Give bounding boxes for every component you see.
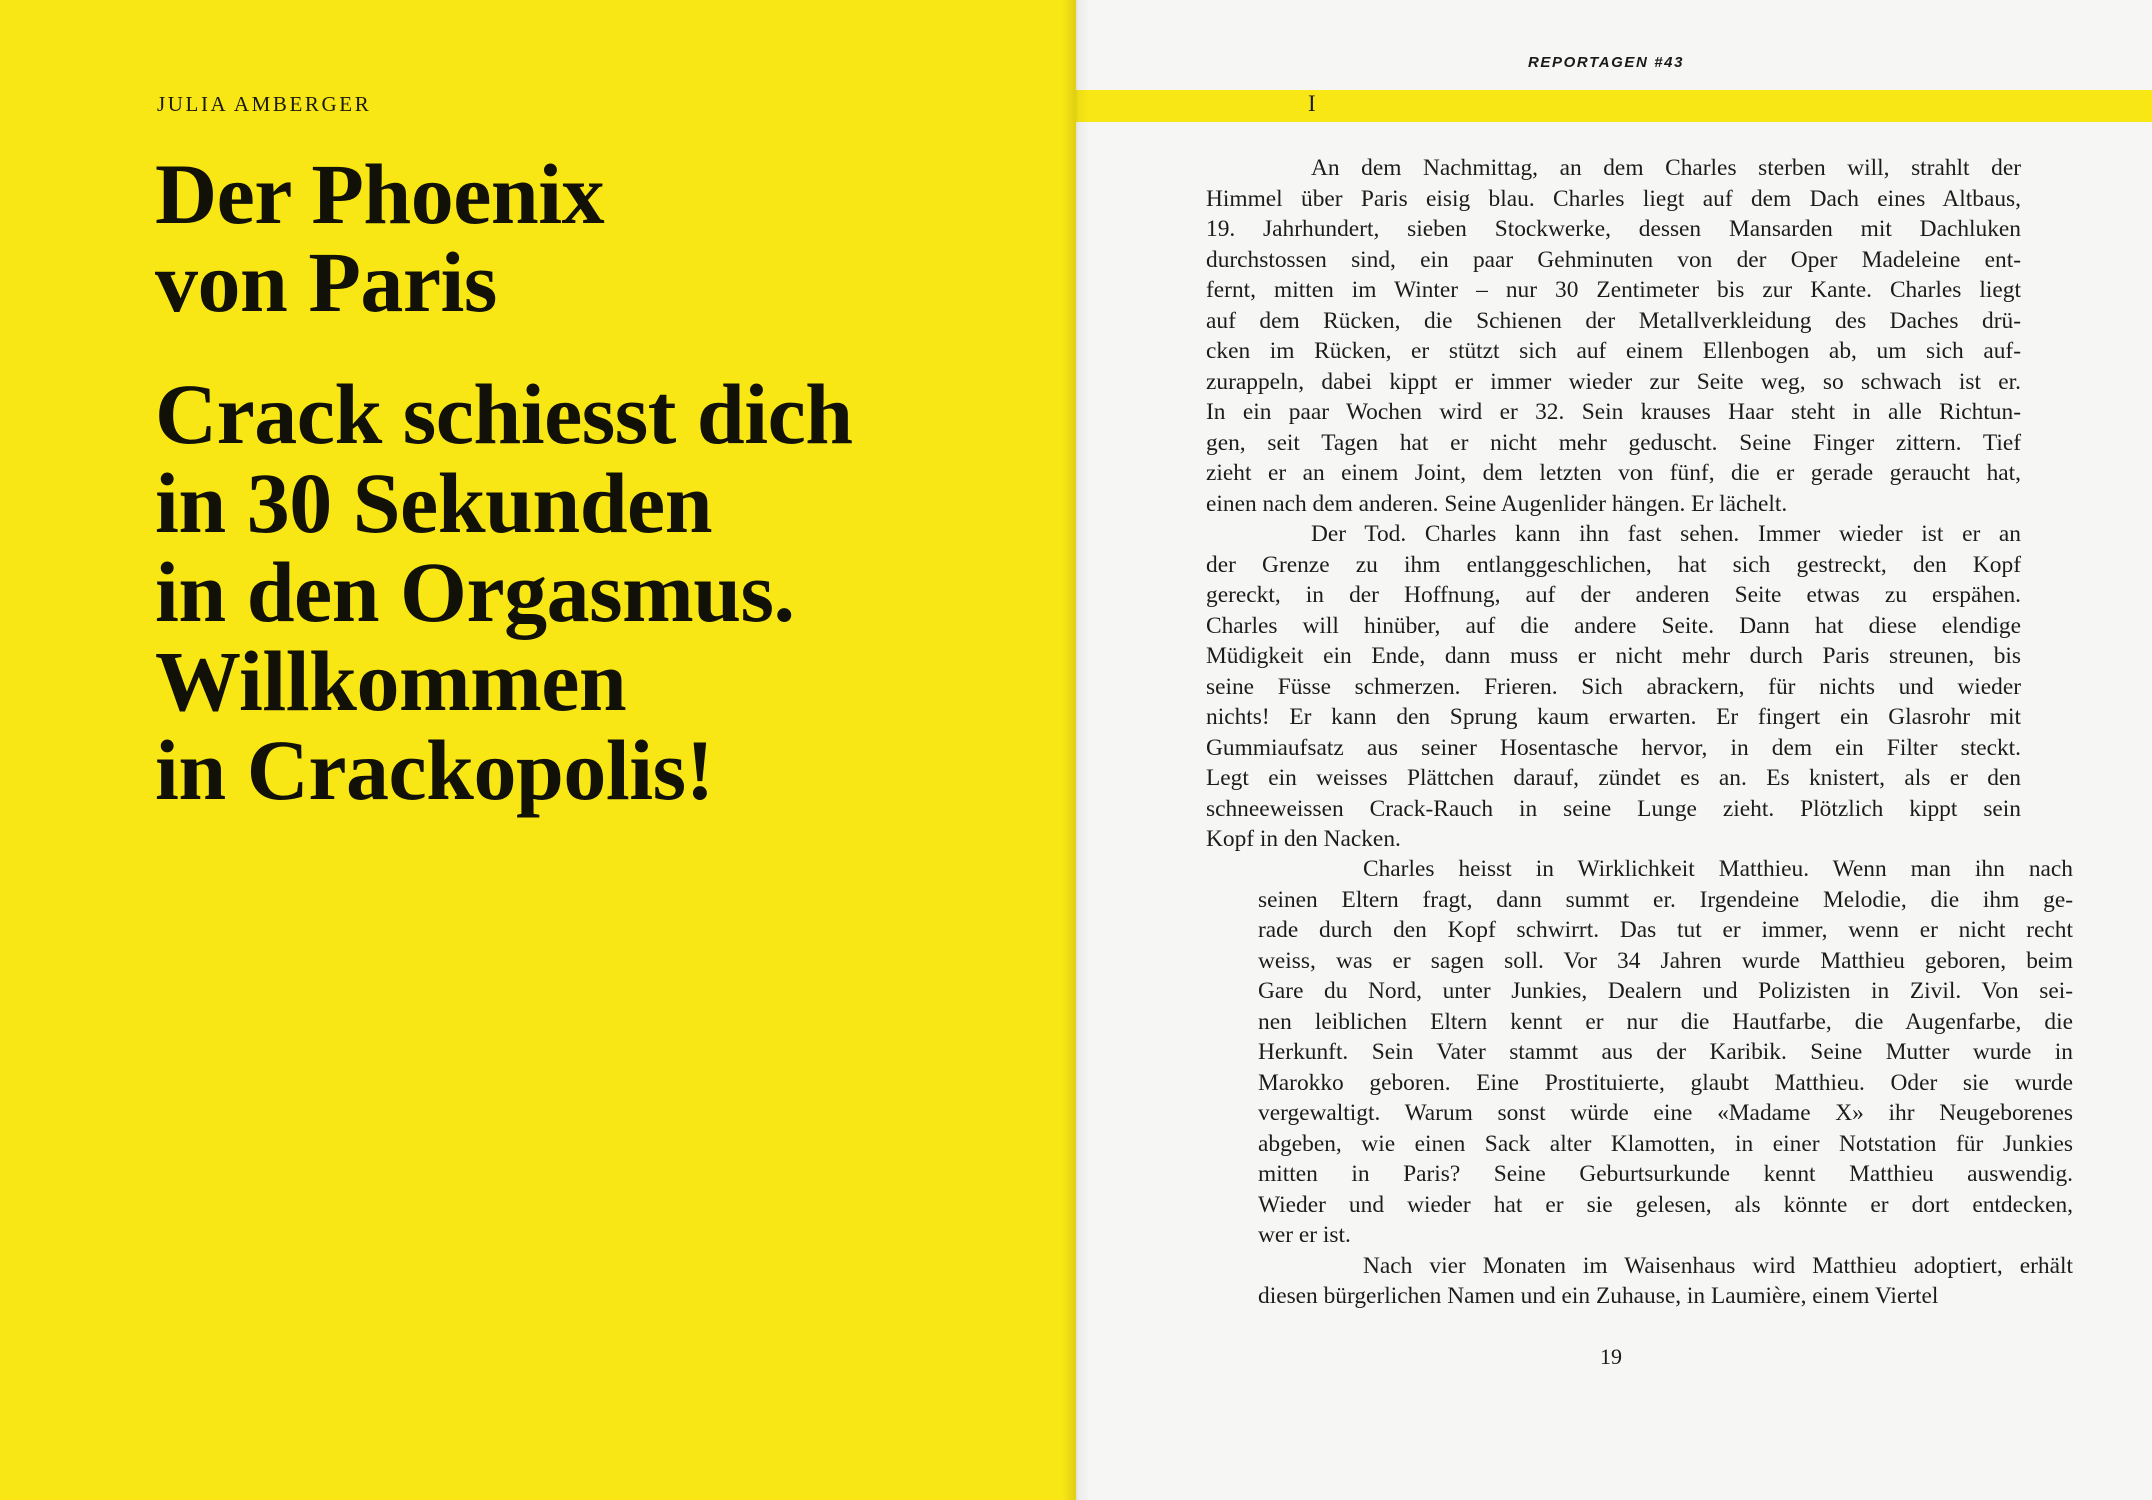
text-line: abgeben, wie einen Sack alter Klamotten, in einer Notstation für Junkies <box>1258 1130 2073 1157</box>
title-line: Der Phoenix <box>155 146 605 242</box>
text-line: Müdigkeit ein Ende, dann muss er nicht mehr durch Paris streunen, bis <box>1206 643 2021 669</box>
text-line: seine Füsse schmerzen. Frieren. Sich abrackern, für nichts und wieder <box>1206 673 2021 700</box>
text-line: Der Tod. Charles kann ihn fast sehen. Immer wieder ist er an <box>1311 521 2021 547</box>
text-line: Kopf in den Nacken. <box>1206 826 1401 852</box>
author-name: JULIA AMBERGER <box>157 92 372 116</box>
text-line: nen leiblichen Eltern kennt er nur die Hautfarbe, die Augenfarbe, die <box>1258 1008 2073 1035</box>
text-line: mitten in Paris? Seine Geburtsurkunde kennt Matthieu auswendig. <box>1258 1161 2073 1187</box>
text-line: Legt ein weisses Plättchen darauf, zündet es an. Es knistert, als er den <box>1206 765 2021 791</box>
right-page <box>1076 0 2152 1500</box>
text-line: durchstossen sind, ein paar Gehminuten von der Oper Madeleine ent- <box>1206 246 2021 273</box>
section-band <box>1076 90 2152 122</box>
section-number: I <box>1308 91 1316 116</box>
text-line: gen, seit Tagen hat er nicht mehr geduscht. Seine Finger zittern. Tief <box>1206 429 2021 456</box>
text-line: Himmel über Paris eisig blau. Charles liegt auf dem Dach eines Altbaus, <box>1206 185 2021 212</box>
subtitle-line: in Crackopolis! <box>155 722 714 818</box>
subtitle-line: in 30 Sekunden <box>155 455 713 551</box>
text-line: fernt, mitten im Winter – nur 30 Zentimeter bis zur Kante. Charles liegt <box>1206 277 2021 303</box>
text-line: Gummiaufsatz aus seiner Hosentasche hervor, in dem ein Filter steckt. <box>1206 734 2021 761</box>
text-line: der Grenze zu ihm entlanggeschlichen, hat sich gestreckt, den Kopf <box>1206 551 2021 578</box>
text-line: An dem Nachmittag, an dem Charles sterben will, strahlt der <box>1311 155 2021 181</box>
text-line: rade durch den Kopf schwirrt. Das tut er immer, wenn er nicht recht <box>1258 917 2073 943</box>
article-subtitle <box>155 366 853 818</box>
text-line: In ein paar Wochen wird er 32. Sein krauses Haar steht in alle Richtun- <box>1206 399 2021 425</box>
text-line: wer er ist. <box>1258 1222 1351 1248</box>
article-title <box>155 146 605 330</box>
subtitle-line: in den Orgasmus. <box>155 544 795 640</box>
text-line: cken im Rücken, er stützt sich auf einem Ellenbogen ab, um sich auf- <box>1206 338 2021 364</box>
text-line: einen nach dem anderen. Seine Augenlider hängen. Er lächelt. <box>1206 490 1788 517</box>
text-line: gereckt, in der Hoffnung, auf der anderen Seite etwas zu erspähen. <box>1206 582 2021 608</box>
running-head: REPORTAGEN #43 <box>1528 54 1685 71</box>
text-line: Wieder und wieder hat er sie gelesen, als könnte er dort entdecken, <box>1258 1191 2073 1218</box>
body-text-block-indented <box>1258 854 2073 1312</box>
text-line: zieht er an einem Joint, dem letzten von fünf, die er gerade geraucht hat, <box>1206 460 2021 486</box>
text-line: 19. Jahrhundert, sieben Stockwerke, dessen Mansarden mit Dachluken <box>1206 216 2021 242</box>
text-line: nichts! Er kann den Sprung kaum erwarten. Er fingert ein Glasrohr mit <box>1206 704 2021 730</box>
title-line: von Paris <box>155 234 497 330</box>
text-line: seinen Eltern fragt, dann summt er. Irgendeine Melodie, die ihm ge- <box>1258 886 2073 913</box>
text-line: Nach vier Monaten im Waisenhaus wird Matthieu adoptiert, erhält <box>1363 1252 2073 1279</box>
text-line: Charles will hinüber, auf die andere Seite. Dann hat diese elendige <box>1206 612 2021 639</box>
text-line: diesen bürgerlichen Namen und ein Zuhause, in Laumière, einem Viertel <box>1258 1283 1939 1309</box>
page-number: 19 <box>1600 1344 1622 1369</box>
text-line: Herkunft. Sein Vater stammt aus der Karibik. Seine Mutter wurde in <box>1258 1039 2073 1065</box>
text-line: zurappeln, dabei kippt er immer wieder zur Seite weg, so schwach ist er. <box>1206 368 2021 395</box>
text-line: Charles heisst in Wirklichkeit Matthieu. Wenn man ihn nach <box>1363 856 2073 882</box>
text-line: schneeweissen Crack-Rauch in seine Lunge zieht. Plötzlich kippt sein <box>1206 795 2021 822</box>
body-text-block <box>1206 153 2021 855</box>
subtitle-line: Crack schiesst dich <box>155 366 853 462</box>
text-line: weiss, was er sagen soll. Vor 34 Jahren wurde Matthieu geboren, beim <box>1258 947 2073 974</box>
subtitle-line: Willkommen <box>155 633 627 729</box>
text-line: vergewaltigt. Warum sonst würde eine «Madame X» ihr Neugeborenes <box>1258 1100 2073 1126</box>
text-line: Gare du Nord, unter Junkies, Dealern und Polizisten in Zivil. Von sei- <box>1258 978 2073 1004</box>
text-line: auf dem Rücken, die Schienen der Metallverkleidung des Daches drü- <box>1206 307 2021 334</box>
text-line: Marokko geboren. Eine Prostituierte, glaubt Matthieu. Oder sie wurde <box>1258 1069 2073 1096</box>
